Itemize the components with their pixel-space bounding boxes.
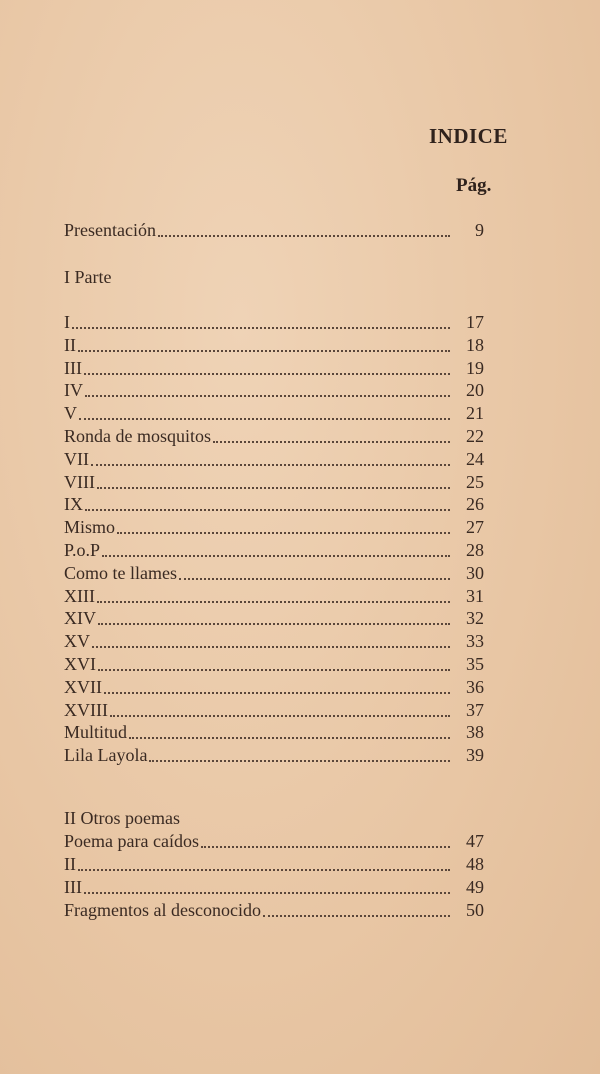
dot-leader bbox=[97, 487, 450, 489]
dot-leader bbox=[102, 555, 450, 557]
toc-entry-page: 20 bbox=[466, 380, 484, 401]
toc-entry-page: 25 bbox=[466, 471, 484, 492]
dot-leader bbox=[129, 737, 450, 739]
toc-entry-page: 32 bbox=[466, 608, 484, 629]
toc-entry-page: 31 bbox=[466, 585, 484, 606]
toc-entry-label: II bbox=[64, 854, 76, 874]
toc-entry-label: Como te llames bbox=[64, 562, 177, 583]
toc-entry-label: XVI bbox=[64, 654, 96, 674]
toc-entry-label: II bbox=[64, 334, 76, 355]
toc-entry bbox=[64, 854, 484, 876]
toc-entry bbox=[64, 449, 484, 471]
toc-entry-page: 39 bbox=[466, 745, 484, 766]
toc-entry-page: 22 bbox=[466, 426, 484, 446]
toc-entry-label: Multitud bbox=[64, 722, 128, 743]
dot-leader bbox=[98, 623, 450, 625]
dot-leader bbox=[104, 692, 450, 694]
dot-leader bbox=[110, 715, 450, 717]
dot-leader bbox=[85, 395, 450, 397]
dot-leader bbox=[263, 915, 450, 917]
toc-entry bbox=[64, 517, 484, 539]
toc-entry-page: 27 bbox=[466, 517, 484, 538]
toc-entry-label: VIII bbox=[64, 471, 95, 492]
page-column-label: Pág. bbox=[456, 175, 492, 196]
dot-leader bbox=[84, 892, 450, 894]
toc-entry-label: XV bbox=[64, 631, 90, 652]
toc-entry bbox=[64, 745, 484, 767]
toc-entry-label: I bbox=[64, 312, 70, 332]
toc-entry-label: III bbox=[64, 877, 82, 897]
dot-leader bbox=[79, 418, 450, 420]
toc-entry bbox=[64, 494, 484, 516]
toc-entry bbox=[64, 900, 484, 922]
dot-leader bbox=[85, 509, 450, 511]
toc-entry-label: Mismo bbox=[64, 517, 116, 538]
dot-leader bbox=[213, 441, 450, 443]
toc-entry-page: 49 bbox=[466, 877, 484, 897]
toc-entry bbox=[64, 312, 484, 334]
toc-entry bbox=[64, 472, 484, 494]
toc-entry-label: IV bbox=[64, 380, 83, 401]
toc-entry-page: 33 bbox=[466, 631, 484, 652]
toc-entry-label: Poema para caídos bbox=[64, 831, 199, 851]
toc-entry-label: V bbox=[64, 403, 77, 424]
section-heading-part1: I Parte bbox=[64, 267, 112, 287]
toc-entry bbox=[64, 335, 484, 357]
dot-leader bbox=[91, 464, 450, 466]
toc-entry-page: 17 bbox=[466, 312, 484, 332]
toc-entry bbox=[64, 586, 484, 608]
toc-entry-page: 47 bbox=[466, 831, 484, 851]
toc-entry bbox=[64, 358, 484, 380]
toc-entry-page: 48 bbox=[466, 854, 484, 874]
dot-leader bbox=[78, 350, 450, 352]
toc-entry bbox=[64, 877, 484, 899]
dot-leader bbox=[117, 532, 450, 534]
toc-entry-page: 50 bbox=[466, 900, 484, 920]
toc-entry-label: P.o.P bbox=[64, 540, 101, 560]
toc-entry bbox=[64, 631, 484, 653]
toc-entry-page: 35 bbox=[466, 654, 484, 674]
dot-leader bbox=[78, 869, 450, 871]
toc-entry-label: Ronda de mosquitos bbox=[64, 426, 211, 446]
toc-entry bbox=[64, 677, 484, 699]
dot-leader bbox=[158, 235, 450, 237]
toc-entry-page: 19 bbox=[466, 357, 484, 378]
toc-entry-label: XVIII bbox=[64, 699, 108, 720]
dot-leader bbox=[92, 646, 450, 648]
toc-entry-presentation bbox=[64, 220, 484, 242]
toc-entry-page: 38 bbox=[466, 722, 484, 743]
toc-entry bbox=[64, 426, 484, 448]
toc-entry-page: 36 bbox=[466, 676, 484, 697]
toc-entry bbox=[64, 563, 484, 585]
toc-entry-page: 26 bbox=[466, 494, 484, 515]
toc-entry bbox=[64, 722, 484, 744]
toc-entry-label: Lila Layola bbox=[64, 745, 148, 766]
toc-entry-page: 37 bbox=[466, 699, 484, 720]
toc-entry-page: 18 bbox=[466, 334, 484, 355]
toc-entry bbox=[64, 700, 484, 722]
toc-entry-label: Presentación bbox=[64, 220, 156, 240]
toc-entry-label: IX bbox=[64, 494, 83, 515]
toc-entry bbox=[64, 540, 484, 562]
dot-leader bbox=[201, 846, 450, 848]
dot-leader bbox=[149, 760, 450, 762]
toc-entry-label: III bbox=[64, 357, 82, 378]
section-heading-part2: II Otros poemas bbox=[64, 808, 180, 828]
toc-entry-label: XVII bbox=[64, 676, 102, 697]
toc-entry bbox=[64, 654, 484, 676]
toc-entry-label: XIII bbox=[64, 585, 95, 606]
dot-leader bbox=[72, 327, 450, 329]
toc-entry-page: 9 bbox=[475, 220, 484, 240]
toc-entry-page: 21 bbox=[466, 403, 484, 424]
toc-entry-label: XIV bbox=[64, 608, 96, 629]
index-title: INDICE bbox=[429, 124, 508, 148]
dot-leader bbox=[98, 669, 450, 671]
toc-entry bbox=[64, 608, 484, 630]
toc-entry bbox=[64, 403, 484, 425]
toc-entry-label: VII bbox=[64, 448, 89, 469]
toc-entry bbox=[64, 831, 484, 853]
dot-leader bbox=[97, 601, 450, 603]
dot-leader bbox=[179, 578, 450, 580]
toc-entry-label: Fragmentos al desconocido bbox=[64, 900, 261, 920]
toc-entry-page: 28 bbox=[466, 540, 484, 560]
dot-leader bbox=[84, 373, 450, 375]
toc-entry-page: 30 bbox=[466, 562, 484, 583]
toc-entry-page: 24 bbox=[466, 448, 484, 469]
toc-entry bbox=[64, 380, 484, 402]
